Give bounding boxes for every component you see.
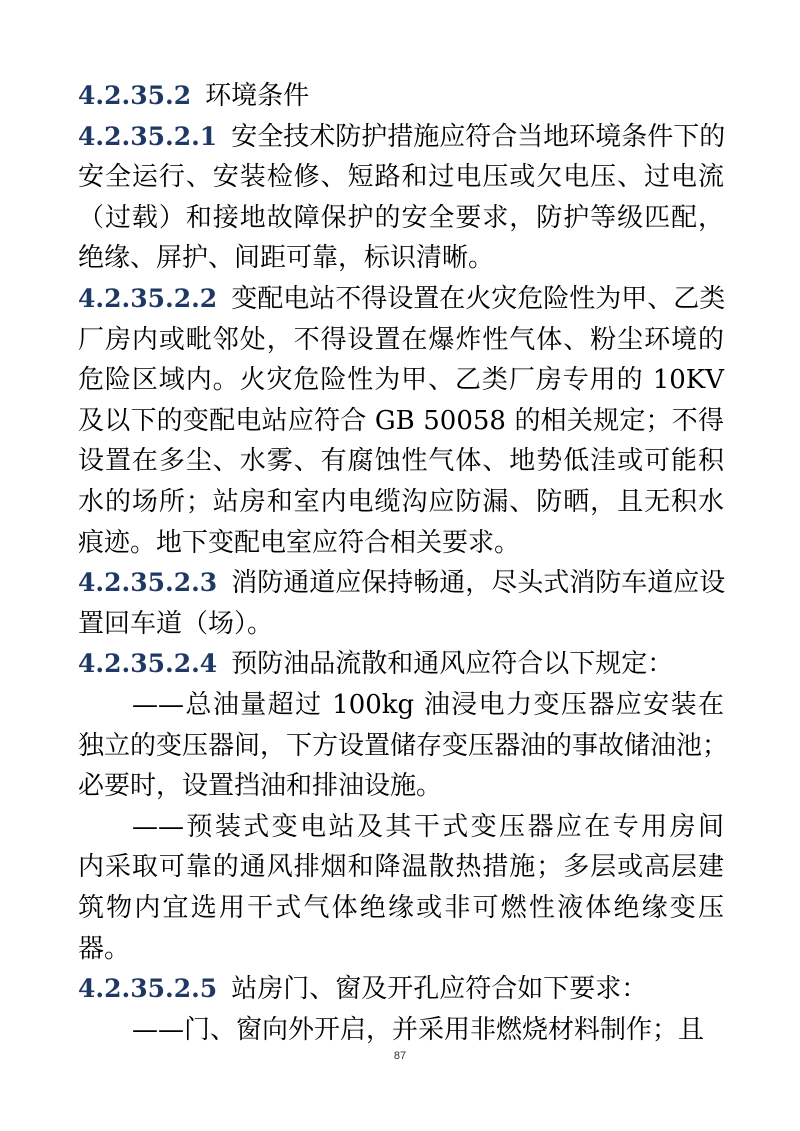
text-line (78, 929, 130, 969)
line-text: ——门、窗向外开启，并采用非燃烧材料制作；且 (132, 1015, 705, 1045)
text-line (78, 685, 724, 725)
line-text: 危险区域内。火灾危险性为甲、乙类厂房专用的 10KV (78, 365, 724, 395)
line-text: 及以下的变配电站应符合 GB 50058 的相关规定；不得 (78, 406, 724, 436)
line-text: 消防通道应保持畅通，尽头式消防车道应设 (231, 568, 726, 598)
line-text: 器。 (78, 934, 131, 964)
text-line (78, 198, 724, 238)
clause-number: 4.2.35.2.5 (78, 974, 218, 1003)
clause-line (78, 76, 309, 116)
page-number: 87 (393, 1050, 407, 1062)
text-line (78, 157, 724, 197)
text-line (78, 807, 724, 847)
text-line (78, 888, 724, 928)
clause-line (78, 117, 724, 157)
text-line (78, 320, 724, 360)
line-text: 预防油品流散和通风应符合以下规定： (231, 649, 674, 679)
text-line (78, 847, 724, 887)
line-text: 必要时，设置挡油和排油设施。 (78, 771, 443, 801)
line-text: 内采取可靠的通风排烟和降温散热措施；多层或高层建 (78, 852, 724, 882)
text-line (78, 726, 729, 766)
text-line (78, 441, 724, 481)
line-text: ——总油量超过 100kg 油浸电力变压器应安装在 (132, 690, 724, 720)
line-text: 筑物内宜选用干式气体绝缘或非可燃性液体绝缘变压 (78, 893, 724, 923)
clause-number: 4.2.35.2.2 (78, 284, 218, 313)
line-text: 设置在多尘、水雾、有腐蚀性气体、地势低洼或可能积 (78, 446, 724, 476)
clause-number: 4.2.35.2.1 (78, 122, 218, 151)
line-text: 安全技术防护措施应符合当地环境条件下的 (231, 122, 726, 152)
text-line (78, 604, 273, 644)
clause-line (78, 279, 724, 319)
text-line (78, 360, 724, 400)
text-line (78, 1010, 704, 1050)
clause-number: 4.2.35.2 (78, 81, 192, 110)
line-text: 环境条件 (205, 81, 310, 111)
text-line (78, 482, 724, 522)
line-text: 变配电站不得设置在火灾危险性为甲、乙类 (231, 284, 726, 314)
clause-line (78, 644, 673, 684)
line-text: （过载）和接地故障保护的安全要求，防护等级匹配， (78, 203, 724, 233)
line-text: 站房门、窗及开孔应符合如下要求： (231, 974, 648, 1004)
line-text: 痕迹。地下变配电室应符合相关要求。 (78, 528, 521, 558)
line-text: 厂房内或毗邻处，不得设置在爆炸性气体、粉尘环境的 (78, 325, 724, 355)
line-text: 独立的变压器间，下方设置储存变压器油的事故储油池； (78, 731, 729, 761)
line-text: 水的场所；站房和室内电缆沟应防漏、防晒，且无积水 (78, 487, 724, 517)
clause-number: 4.2.35.2.4 (78, 649, 218, 678)
clause-number: 4.2.35.2.3 (78, 568, 218, 597)
line-text: 安全运行、安装检修、短路和过电压或欠电压、过电流 (78, 162, 724, 192)
clause-line (78, 969, 647, 1009)
clause-line (78, 563, 724, 603)
line-text: ——预装式变电站及其干式变压器应在专用房间 (132, 812, 724, 842)
text-line (78, 766, 442, 806)
line-text: 置回车道（场）。 (78, 609, 274, 639)
text-line (78, 523, 520, 563)
text-line (78, 401, 724, 441)
text-line (78, 238, 494, 278)
line-text: 绝缘、屏护、间距可靠，标识清晰。 (78, 243, 495, 273)
